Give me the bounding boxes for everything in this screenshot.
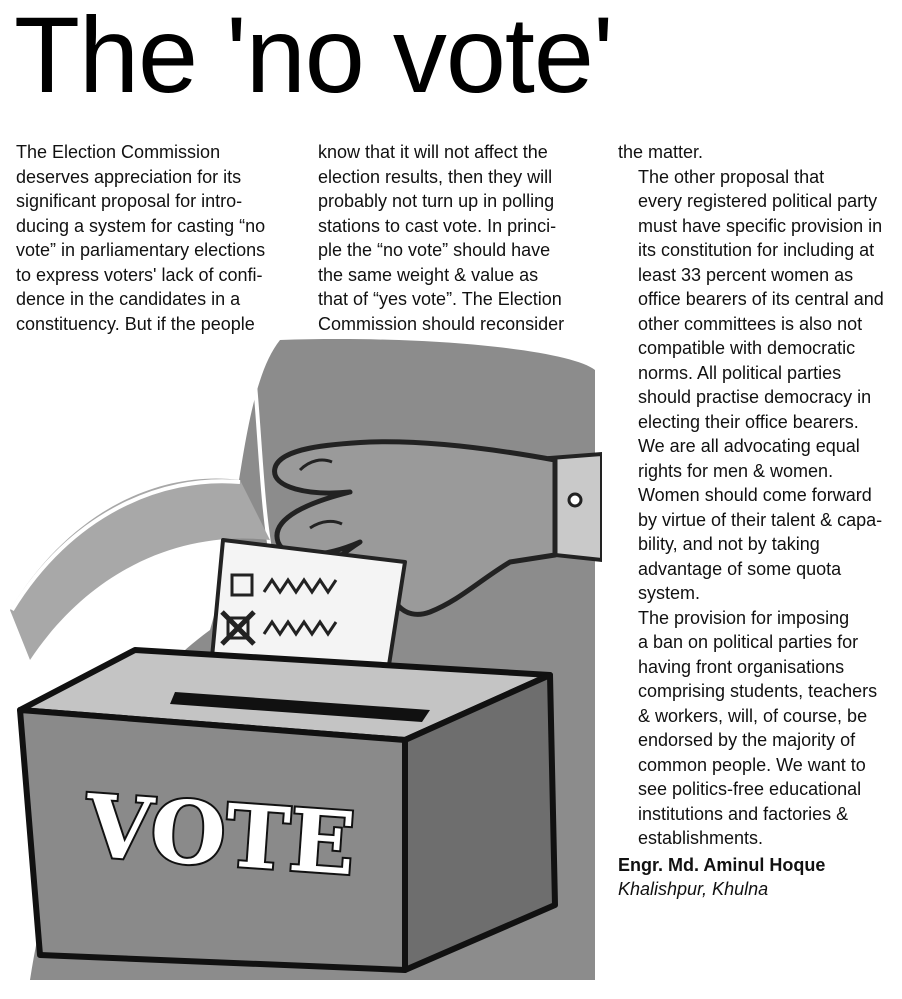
text-line: that of “yes vote”. The Election [318,289,562,309]
text-line: significant proposal for intro- [16,191,243,211]
text-line: & workers, will, of course, be [638,705,868,726]
article-paragraph [16,140,306,336]
author-place: Khalishpur, Khulna [618,879,769,899]
article-paragraph [618,165,900,606]
text-line: Women should come forward [638,485,872,505]
text-line: comprising students, teachers [638,681,878,701]
article-paragraph [618,140,900,165]
text-line: Commission should reconsider [318,313,565,334]
article-column-1 [16,140,306,336]
cuff-button [569,494,581,506]
text-line: The provision for imposing [638,607,850,628]
text-line: every registered political party [638,191,878,211]
article-paragraph [618,606,900,851]
text-line: a ban on political parties for [638,632,859,652]
text-line: deserves appreciation for its [16,166,242,187]
text-line: to express voters' lack of confi- [16,264,263,285]
text-line: least 33 percent women as [638,264,854,285]
text-line: the same weight & value as [318,264,539,285]
text-line: office bearers of its central and [638,289,884,309]
text-line: norms. All political parties [638,362,842,383]
text-line: its constitution for including at [638,240,875,260]
text-line: vote” in parliamentary elections [16,240,266,260]
text-line: dence in the candidates in a [16,289,241,309]
text-line: establishments. [638,828,764,848]
text-line: advantage of some quota [638,558,842,579]
ballot-box-illustration [10,330,602,980]
text-line: know that it will not affect the [318,142,548,162]
page-title: The 'no vote' [14,0,613,115]
text-line: The Election Commission [16,142,221,162]
text-line: constituency. But if the people [16,313,255,334]
article-paragraph [318,140,598,336]
author-name: Engr. Md. Aminul Hoque [618,854,826,875]
text-line: other committees is also not [638,313,863,334]
article-column-2 [318,140,598,336]
text-line: by virtue of their talent & capa- [638,509,883,530]
text-line: common people. We want to [638,754,866,775]
text-line: endorsed by the majority of [638,730,856,750]
text-line: must have specific provision in [638,215,883,236]
text-line: should practise democracy in [638,387,872,407]
text-line: stations to cast vote. In princi- [318,215,557,236]
text-line: electing their office bearers. [638,411,859,432]
article-column-3 [618,140,900,902]
text-line: bility, and not by taking [638,534,820,554]
text-line: The other proposal that [638,166,825,187]
text-line: system. [638,583,701,603]
text-line: see politics-free educational [638,779,862,799]
text-line: having front organisations [638,656,845,677]
text-line: the matter. [618,142,704,162]
text-line: ple the “no vote” should have [318,240,551,260]
author-signature [618,853,900,902]
ballot-box-label: VOTE [82,775,359,896]
text-line: election results, then they will [318,166,553,187]
text-line: compatible with democratic [638,338,856,358]
text-line: rights for men & women. [638,460,834,481]
text-line: We are all advocating equal [638,436,860,456]
text-line: probably not turn up in polling [318,191,555,211]
text-line: ducing a system for casting “no [16,215,266,236]
text-line: institutions and factories & [638,803,849,824]
